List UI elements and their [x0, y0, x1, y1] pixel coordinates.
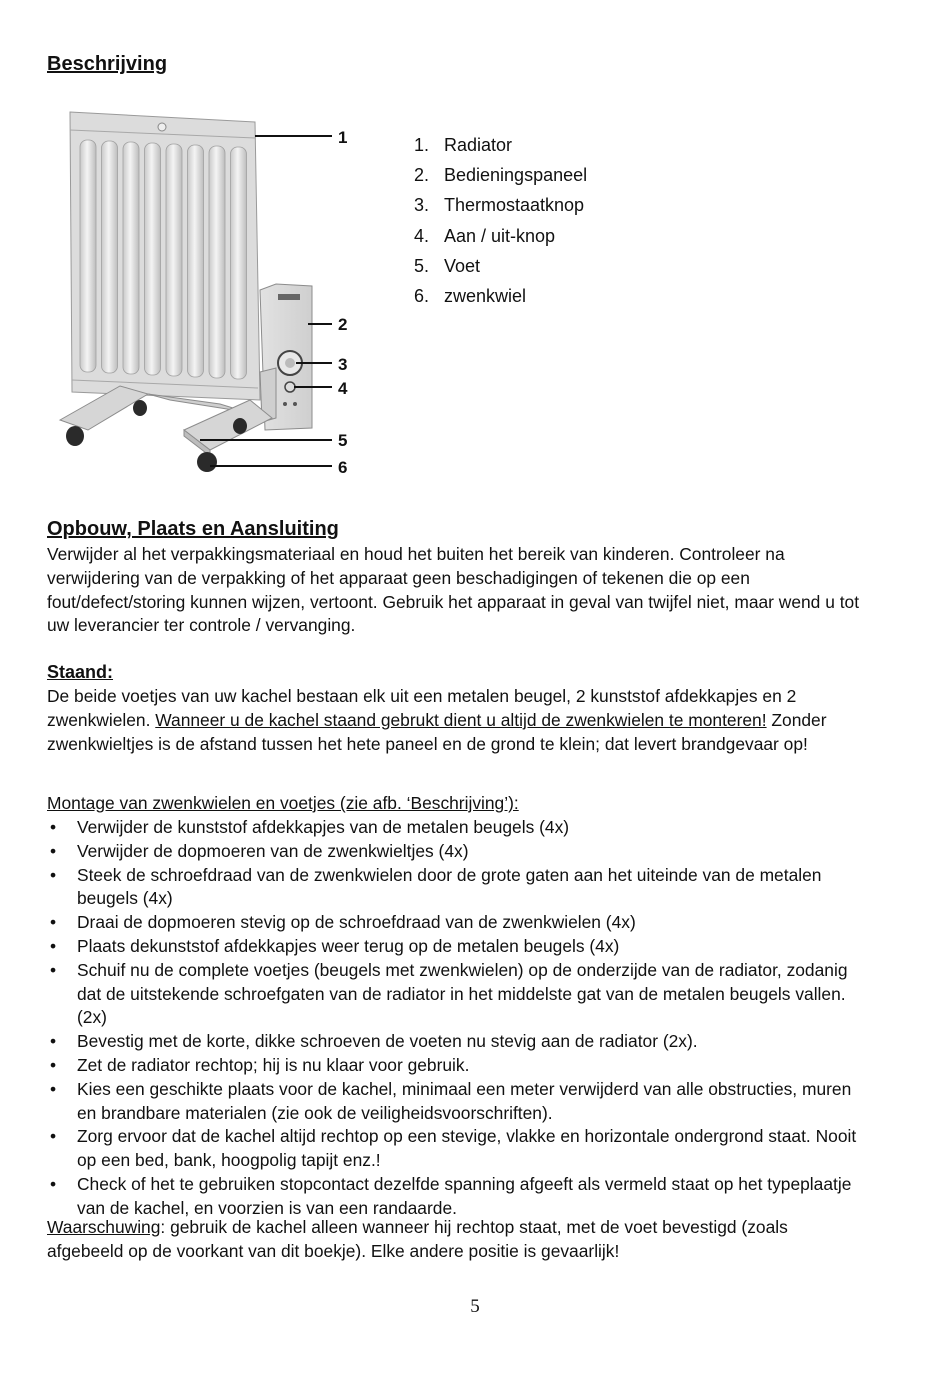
step-text: Kies een geschikte plaats voor de kachel, minimaal een meter verwijderd van alle obstructies, muren en brandbare materialen (zie ook de veiligheidsvoorschriften).	[77, 1078, 852, 1123]
warning-paragraph	[47, 1216, 867, 1264]
radiator-body	[70, 112, 260, 400]
radiator-illustration	[50, 100, 370, 490]
staand-text: Zonder zwenkwieltjes is de afstand tussen het hete paneel en de grond te klein; dat levert brandgevaar op!	[47, 709, 827, 754]
staand-paragraph	[47, 685, 867, 756]
list-item	[47, 911, 867, 935]
list-item	[47, 864, 867, 912]
list-item	[47, 1173, 867, 1221]
parts-list-item	[414, 160, 587, 190]
list-item	[47, 1030, 867, 1054]
parts-list-item	[414, 190, 587, 220]
item-label: Aan / uit-knop	[444, 225, 556, 246]
list-item	[47, 1125, 867, 1173]
item-number: 2.	[414, 165, 430, 186]
bullet-icon: •	[50, 864, 57, 885]
callout-label: 2	[338, 315, 348, 334]
radiator-fin	[166, 144, 182, 376]
callout-label: 6	[338, 458, 348, 477]
step-text: Draai de dopmoeren stevig op de schroefdraad van de zwenkwielen (4x)	[77, 912, 636, 933]
step-text: Check of het te gebruiken stopcontact dezelfde spanning afgeeft als vermeld staat op het typeplaatje van de kachel, en voorzien is van een randaarde.	[77, 1173, 852, 1218]
opbouw-paragraph: Verwijder al het verpakkingsmateriaal en houd het buiten het bereik van kinderen. Controleer na verwijdering van de verpakking of het apparaat geen beschadigingen of tekenen die op een fout/defect/storing kunnen wijzen, vertoont. Gebruik het apparaat in geval van twijfel niet, maar wend u tot uw leverancier ter controle / vervanging.	[47, 544, 860, 636]
bullet-icon: •	[50, 1031, 57, 1052]
radiator-fin	[231, 147, 247, 379]
list-item	[47, 1078, 867, 1126]
list-item	[47, 816, 867, 840]
radiator-fin	[188, 145, 204, 377]
bullet-icon: •	[50, 1078, 57, 1099]
bullet-icon: •	[50, 817, 57, 837]
item-number: 3.	[414, 195, 430, 216]
item-label: Radiator	[444, 135, 513, 155]
radiator-fin	[80, 140, 96, 372]
beschrijving-heading: Beschrijving	[47, 53, 168, 75]
list-item	[47, 959, 867, 1030]
step-text: Bevestig met de korte, dikke schroeven de voeten nu stevig aan de radiator (2x).	[77, 1031, 698, 1052]
bullet-icon: •	[50, 1173, 57, 1194]
montage-steps-list	[47, 816, 867, 1221]
step-text: Zet de radiator rechtop; hij is nu klaar voor gebruik.	[77, 1054, 470, 1075]
step-text: Schuif nu de complete voetjes (beugels met zwenkwielen) op de onderzijde van de radiator, zodanig dat de uitstekende schroefgaten van de radiator in het middelste gat van de metalen beugels vallen. (2x)	[77, 959, 848, 1028]
opbouw-heading: Opbouw, Plaats en Aansluiting	[47, 518, 339, 540]
callout-label: 3	[338, 355, 348, 374]
bullet-icon: •	[50, 935, 57, 956]
control-panel	[260, 284, 312, 430]
staand-text: De beide voetjes van uw kachel bestaan elk uit een metalen beugel, 2 kunststof afdekkapjes en 2 zwenkwielen.	[47, 686, 797, 730]
parts-list-item	[414, 251, 587, 281]
page-number: 5	[470, 1296, 480, 1317]
staand-heading: Staand:	[47, 662, 114, 682]
bullet-icon: •	[50, 1126, 57, 1147]
warning-text: : gebruik de kachel alleen wanneer hij rechtop staat, met de voet bevestigd (zoals afgebeeld op de voorkant van dit boekje). Elke andere positie is gevaarlijk!	[47, 1217, 788, 1261]
parts-list-item	[414, 221, 587, 251]
radiator-fin	[145, 143, 161, 375]
bullet-icon: •	[50, 840, 57, 861]
staand-warning-text: Wanneer u de kachel staand gebrukt dient u altijd de zwenkwielen te monteren!	[155, 709, 767, 730]
item-label: zwenkwiel	[444, 286, 527, 307]
step-text: Steek de schroefdraad van de zwenkwielen door de grote gaten aan het uiteinde van de metalen beugels (4x)	[77, 864, 822, 909]
callout-label: 1	[338, 128, 348, 147]
radiator-fin	[209, 146, 225, 378]
callout-label: 4	[338, 379, 348, 398]
radiator-fin	[123, 142, 139, 374]
item-number: 5.	[414, 255, 430, 276]
radiator-figure	[50, 100, 370, 490]
parts-list	[414, 130, 587, 311]
bullet-icon: •	[50, 1054, 57, 1075]
warning-label: Waarschuwing	[47, 1217, 161, 1237]
callout-label: 5	[338, 431, 348, 450]
step-text: Zorg ervoor dat de kachel altijd rechtop op een stevige, vlakke en horizontale ondergrond staat. Nooit op een bed, bank, hoogpolig tapijt enz.!	[77, 1126, 857, 1171]
step-text: Plaats dekunststof afdekkapjes weer terug op de metalen beugels (4x)	[77, 935, 620, 956]
bullet-icon: •	[50, 912, 57, 933]
item-label: Thermostaatknop	[444, 195, 585, 216]
list-item	[47, 1054, 867, 1078]
list-item	[47, 935, 867, 959]
item-number: 6.	[414, 286, 430, 307]
parts-list-item	[414, 281, 587, 311]
montage-heading: Montage van zwenkwielen en voetjes (zie afb. ‘Beschrijving’):	[47, 793, 519, 813]
step-text: Verwijder de kunststof afdekkapjes van de metalen beugels (4x)	[77, 817, 570, 837]
bullet-icon: •	[50, 959, 57, 980]
parts-list-item	[414, 130, 587, 160]
list-item	[47, 840, 867, 864]
radiator-fin	[102, 141, 118, 373]
item-number: 1.	[414, 135, 430, 155]
step-text: Verwijder de dopmoeren van de zwenkwieltjes (4x)	[77, 840, 469, 861]
item-label: Bedieningspaneel	[444, 165, 588, 186]
item-label: Voet	[444, 255, 481, 276]
item-number: 4.	[414, 225, 430, 246]
